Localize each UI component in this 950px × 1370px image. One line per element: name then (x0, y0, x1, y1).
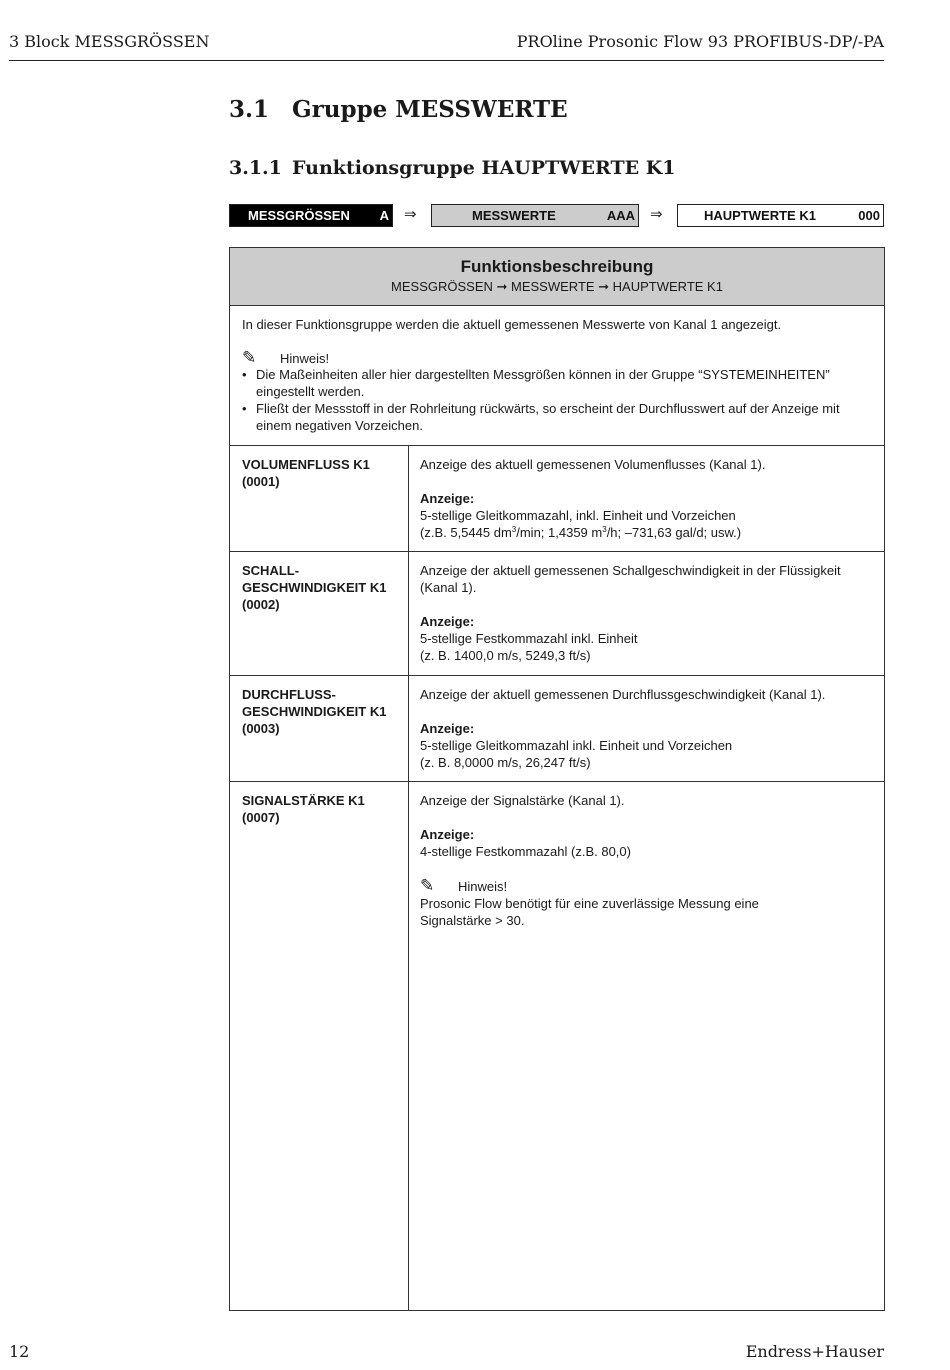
intro-text: In dieser Funktionsgruppe werden die aktuell gemessenen Messwerte von Kanal 1 angezeigt. (242, 317, 782, 332)
table-row (230, 676, 884, 782)
table-row (230, 782, 884, 1311)
arrow-right-icon: ⇒ (650, 206, 663, 223)
display-format: 5-stellige Gleitkommazahl inkl. Einheit und Vorzeichen (420, 738, 733, 753)
pencil-icon: ✎ (420, 876, 435, 895)
nav-group-box (431, 204, 639, 227)
description-text: Anzeige der Signalstärke (Kanal 1). (420, 793, 625, 808)
function-code: (0002) (242, 597, 280, 612)
function-name (242, 456, 402, 490)
table-row (230, 552, 884, 676)
nav-function-group-box (677, 204, 884, 227)
note-text: Prosonic Flow benötigt für eine zuverlässige Messung eine Signalstärke > 30. (420, 896, 759, 928)
function-name-line: VOLUMENFLUSS K1 (242, 457, 370, 472)
function-description-table (229, 247, 885, 1311)
page-header (9, 32, 884, 61)
nav-group-code: AAA (606, 208, 635, 223)
heading-group-number: 3.1 (229, 96, 270, 123)
note-label: Hinweis! (458, 879, 508, 894)
heading-function-group (229, 157, 675, 179)
bullet-icon: • (242, 401, 247, 416)
function-code: (0003) (242, 721, 280, 736)
function-name-line: GESCHWINDIGKEIT K1 (242, 580, 387, 595)
display-example: (z.B. 5,5445 $dm^3/\min$; 1,4359 $m^3/h$; –731,63 gal/d; usw.) (420, 525, 742, 540)
brand-logo: Endress+Hauser (745, 1342, 884, 1361)
function-name (242, 562, 402, 613)
header-product-name: PROline Prosonic Flow 93 PROFIBUS-DP/-PA (516, 32, 884, 51)
function-description (420, 792, 880, 929)
display-label: Anzeige: (420, 721, 475, 736)
nav-function-group-label: HAUPTWERTE K1 (704, 208, 816, 223)
table-title: Funktionsbeschreibung (460, 257, 654, 276)
function-name-line: DURCHFLUSS- (242, 687, 336, 702)
description-text: Anzeige der aktuell gemessenen Schallgeschwindigkeit in der Flüssigkeit (Kanal 1). (420, 563, 841, 595)
heading-function-group-text: Funktionsgruppe HAUPTWERTE K1 (292, 157, 676, 179)
list-item (242, 400, 874, 434)
display-format: 5-stellige Gleitkommazahl, inkl. Einheit und Vorzeichen (420, 508, 736, 523)
header-section-title: 3 Block MESSGRÖSSEN (9, 32, 210, 51)
function-description (420, 686, 880, 771)
description-text: Anzeige des aktuell gemessenen Volumenflusses (Kanal 1). (420, 457, 766, 472)
table-row (230, 446, 884, 552)
heading-function-group-number: 3.1.1 (229, 157, 282, 179)
heading-group (229, 96, 568, 123)
table-intro (230, 306, 884, 446)
display-label: Anzeige: (420, 491, 475, 506)
nav-function-group-code: 000 (858, 208, 880, 223)
note-heading (242, 349, 329, 367)
display-format: 4-stellige Festkommazahl (z.B. 80,0) (420, 844, 631, 859)
table-path: MESSGRÖSSEN ➞ MESSWERTE ➞ HAUPTWERTE K1 (391, 279, 723, 294)
description-text: Anzeige der aktuell gemessenen Durchflussgeschwindigkeit (Kanal 1). (420, 687, 826, 702)
display-label: Anzeige: (420, 827, 475, 842)
bullet-text: Die Maßeinheiten aller hier dargestellten Messgrößen können in der Gruppe “SYSTEMEINHEITEN” eingestellt werden. (256, 367, 830, 399)
function-code: (0007) (242, 810, 280, 825)
display-format: 5-stellige Festkommazahl inkl. Einheit (420, 631, 638, 646)
nav-block-label: MESSGRÖSSEN (248, 208, 350, 223)
page-number: 12 (9, 1342, 30, 1361)
function-name-line: GESCHWINDIGKEIT K1 (242, 704, 387, 719)
nav-block-box (229, 204, 393, 227)
note-heading (420, 877, 880, 895)
function-name (242, 686, 402, 737)
function-name (242, 792, 402, 826)
pencil-icon: ✎ (242, 348, 257, 367)
nav-group-label: MESSWERTE (472, 208, 556, 223)
list-item (242, 366, 874, 400)
display-label: Anzeige: (420, 614, 475, 629)
function-name-line: SCHALL- (242, 563, 300, 578)
arrow-right-icon: ⇒ (404, 206, 417, 223)
function-description (420, 562, 880, 664)
function-description (420, 456, 880, 541)
table-header (230, 248, 884, 306)
bullet-text: Fließt der Messstoff in der Rohrleitung rückwärts, so erscheint der Durchflusswert auf der Anzeige mit einem negativen Vorzeichen. (256, 401, 840, 433)
heading-group-text: Gruppe MESSWERTE (292, 96, 568, 123)
note-bullets (242, 366, 874, 434)
function-code: (0001) (242, 474, 280, 489)
function-name-line: SIGNALSTÄRKE K1 (242, 793, 365, 808)
note-label: Hinweis! (280, 351, 330, 366)
display-example: (z. B. 1400,0 m/s, 5249,3 ft/s) (420, 648, 591, 663)
nav-block-code: A (379, 208, 389, 223)
bullet-icon: • (242, 367, 247, 382)
display-example: (z. B. 8,0000 m/s, 26,247 ft/s) (420, 755, 591, 770)
